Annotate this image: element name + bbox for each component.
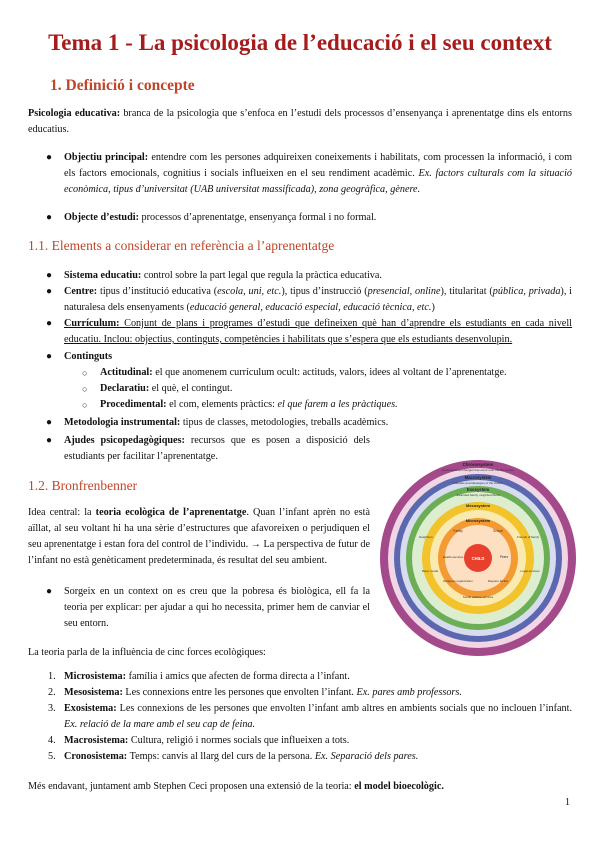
centre-italic: pública, privada (492, 286, 561, 297)
sistema-bullet: ● Sistema educatiu: control sobre la part legal que regula la pràctica educativa. (46, 270, 382, 281)
legal-label: Legal services (520, 569, 540, 573)
force-term: Mesosistema: (64, 687, 123, 698)
idea-central-paragraph (28, 505, 370, 569)
force-text: família i amics que afecten de forma directa a l’infant. (126, 671, 350, 682)
force-number: 1. (48, 671, 56, 682)
section-heading-definicio: 1. Definició i concepte (50, 77, 195, 94)
daycare-label: Daycare facility (487, 579, 509, 583)
friends-label: Friends of family (516, 535, 540, 539)
force-number: 5. (48, 751, 56, 762)
force-number: 4. (48, 735, 56, 746)
mass-media-label: Mass media (421, 569, 439, 573)
force-text: Cultura, religió i normes socials que influeixen a tots. (128, 735, 350, 746)
social-label: Social welfare services (462, 595, 494, 599)
force-item (64, 685, 572, 701)
force-example: Ex. relació de la mare amb el seu cap de feina. (64, 719, 256, 730)
objective-text: entendre com les persones adquireixen coneixements i habilitats, com processen la informació, i com els factors emocionals, cognitius i socials influeixen en el seu rendiment acadèmic. (64, 152, 572, 179)
ecological-model-diagram (378, 458, 578, 658)
declaratiu-term: Declaratiu: (100, 383, 150, 394)
continguts-bullet: ● Continguts (46, 351, 113, 362)
page-number: 1 (565, 797, 570, 808)
force-term: Exosistema: (64, 703, 117, 714)
sorgeix-text: Sorgeix en un context on es creu que la pobresa és biològica, ell fa la teoria per explicar: per ajudar a qui ho necessita, primer hem de canviar el seu entorn. (64, 586, 370, 629)
ajudes-text: recursos que es posen a disposició dels estudiants per facilitar l’aprenentatge. (64, 435, 370, 462)
idea-text: . Quan l’infant aprèn no està aïllat, al seu voltant hi ha una sèrie d’estructures que afavoreixen o perjudiquen el seu aprenentatge i estan fora del control de l’individu. → La perspectiva de futur de l’infant no està genèticament predeterminada, és resultat del seu ambient. (28, 507, 370, 566)
microsystem-label: Microsystem (465, 518, 491, 523)
curriculum-bullet: ● Currículum: Conjunt de plans i programes d’estudi que defineixen què han d’aprendre els estudiants en cada nivell educatiu. Inclou: objectius, continguts, competències i habilitats que s’espera que els estudiants desenvolupin. (46, 318, 572, 345)
actitudinal-term: Actitudinal: (100, 367, 153, 378)
continguts-term: Continguts (64, 351, 113, 362)
centre-text: ), tipus d’instrucció ( (281, 286, 368, 297)
curriculum-text: Conjunt de plans i programes d’estudi que defineixen què han d’aprendre els estudiants en cada nivell educatiu. Inclou: objectius, continguts, competències i habilitats que s’espera que els estudiants desenvolupin. (64, 318, 572, 345)
closing-text: Més endavant, juntament amb Stephen Ceci proposen una extensió de la teoria: (28, 781, 355, 792)
family-label: Family (453, 529, 463, 533)
closing-term: el model bioecològic. (354, 781, 444, 792)
curriculum-term: Currículum: (64, 318, 120, 329)
metodologia-term: Metodologia instrumental: (64, 417, 181, 428)
actitudinal-item: ○ Actitudinal: el que anomenem currículum ocult: actituds, valors, idees al voltant de l’aprenentatge. (82, 367, 507, 378)
school-label: School (493, 529, 503, 533)
health-label: Health services (442, 555, 464, 559)
exosystem-desc: Extended family, neighbourhood (456, 493, 500, 497)
chronosystem-desc: Environmental changes that occur over the life course (442, 468, 514, 472)
procedimental-term: Procedimental: (100, 399, 167, 410)
definition-term: Psicologia educativa: (28, 108, 121, 119)
force-item (64, 749, 572, 765)
force-item (64, 701, 572, 733)
section-heading-bronfrenbenner: 1.2. Bronfrenbenner (28, 478, 138, 493)
neighbors-label: Neighbors (419, 535, 433, 539)
definition-text: branca de la psicologia que s’enfoca en l’estudi dels processos d’ensenyança i aprenentatge dins els entorns educatius. (28, 108, 572, 135)
procedimental-item: ○ Procedimental: el com, elements pràctics: el que farem a les pràctiques. (82, 399, 398, 410)
chronosystem-label: Chronosystem (462, 462, 494, 467)
force-example: Ex. Separació dels pares. (314, 751, 419, 762)
child-label: CHILD (471, 556, 485, 561)
actitudinal-text: el que anomenem currículum ocult: actituds, valors, idees al voltant de l’aprenentatge. (152, 367, 507, 378)
force-text: Les connexions entre les persones que envolten l’infant. (122, 687, 357, 698)
force-item (64, 669, 572, 685)
force-example: Ex. pares amb professors. (356, 687, 462, 698)
objective-example: Ex. factors culturals com la situació econòmica, tipus d’universitat (UAB universitat massificada), zona geogràfica, gènere. (64, 168, 572, 195)
ajudes-bullet: ● Ajudes psicopedagògiques: recursos que es posen a disposició dels estudiants per facilitar l’aprenentatge. (46, 435, 370, 462)
idea-label: Idea central: la (28, 507, 96, 518)
centre-bullet: ● Centre: tipus d’institució educativa (escola, uni, etc.), tipus d’instrucció (presencial, online), titularitat (pública, privada), i naturalesa dels ensenyaments (educació general, educació especial, educació tècnica, etc.) (46, 286, 573, 313)
section-heading-elements: 1.1. Elements a considerar en referència a l’aprenentatge (28, 238, 335, 253)
centre-text: tipus d’institució educativa ( (97, 286, 218, 297)
idea-term: teoria ecològica de l’aprenentatge (95, 507, 247, 518)
metodologia-bullet: ● Metodologia instrumental: tipus de classes, metodologies, treballs acadèmics. (46, 417, 389, 428)
declaratiu-text: el què, el contingut. (149, 383, 233, 394)
object-text: processos d’aprenentatge, ensenyança formal i no formal. (138, 212, 377, 223)
force-text: Les connexions de les persones que envolten l’infant amb altres en ambients socials que no inclouen l’infant. (116, 703, 572, 714)
procedimental-example: el que farem a les pràctiques. (277, 399, 398, 410)
force-term: Cronosistema: (64, 751, 128, 762)
ajudes-term: Ajudes psicopedagògiques: (64, 435, 185, 446)
force-item (64, 733, 572, 749)
religious-label: Religious organization (443, 579, 473, 583)
object-term: Objecte d’estudi: (64, 212, 139, 223)
page-title: Tema 1 - La psicologia de l’educació i el seu context (48, 30, 552, 55)
objective-bullet: ● Objectiu principal: entendre com les persones adquireixen coneixements i habilitats, com processen la informació, i com els factors emocionals, cognitius i socials influeixen en el seu rendiment acadèmic. Ex. factors culturals com la situació econòmica, tipus d’universitat (UAB universitat massificada), zona geogràfica, gènere. (46, 152, 572, 195)
force-number: 2. (48, 687, 56, 698)
procedimental-text: el com, elements pràctics: (166, 399, 278, 410)
centre-text: ), i naturalesa dels ensenyaments ( (64, 286, 573, 313)
centre-italic: presencial, online (367, 286, 441, 297)
centre-text: ), titularitat ( (440, 286, 493, 297)
declaratiu-item: ○ Declaratiu: el què, el contingut. (82, 383, 233, 394)
object-bullet: ● Objecte d’estudi: processos d’aprenentatge, ensenyança formal i no formal. (46, 212, 377, 223)
macrosystem-label: Macrosystem (464, 475, 492, 480)
sistema-term: Sistema educatiu: (64, 270, 142, 281)
exosystem-label: Exosystem (466, 487, 490, 492)
objective-term: Objectiu principal: (64, 152, 149, 163)
definition-paragraph (28, 106, 572, 138)
closing-paragraph (28, 779, 572, 795)
force-term: Macrosistema: (64, 735, 129, 746)
metodologia-text: tipus de classes, metodologies, treballs acadèmics. (180, 417, 389, 428)
peers-label: Peers (499, 555, 509, 559)
force-number: 3. (48, 703, 56, 714)
mesosystem-label: Mesosystem (465, 503, 491, 508)
force-term: Microsistema: (64, 671, 127, 682)
sistema-text: control sobre la part legal que regula la pràctica educativa. (141, 270, 382, 281)
centre-italic: escola, uni, etc. (217, 286, 282, 297)
macrosystem-desc: Attitudes and ideologies of the culture (452, 481, 504, 485)
force-text: Temps: canvis al llarg del curs de la persona. (127, 751, 315, 762)
sorgeix-bullet: ● Sorgeix en un context on es creu que la pobresa és biològica, ell fa la teoria per explicar: per ajudar a qui ho necessita, primer hem de canviar el seu entorn. (46, 586, 370, 629)
centre-text: ) (431, 302, 435, 313)
forces-intro: La teoria parla de la influència de cinc forces ecològiques: (28, 647, 266, 658)
centre-term: Centre: (64, 286, 98, 297)
centre-italic: educació general, educació especial, educació tècnica, etc. (189, 302, 432, 313)
